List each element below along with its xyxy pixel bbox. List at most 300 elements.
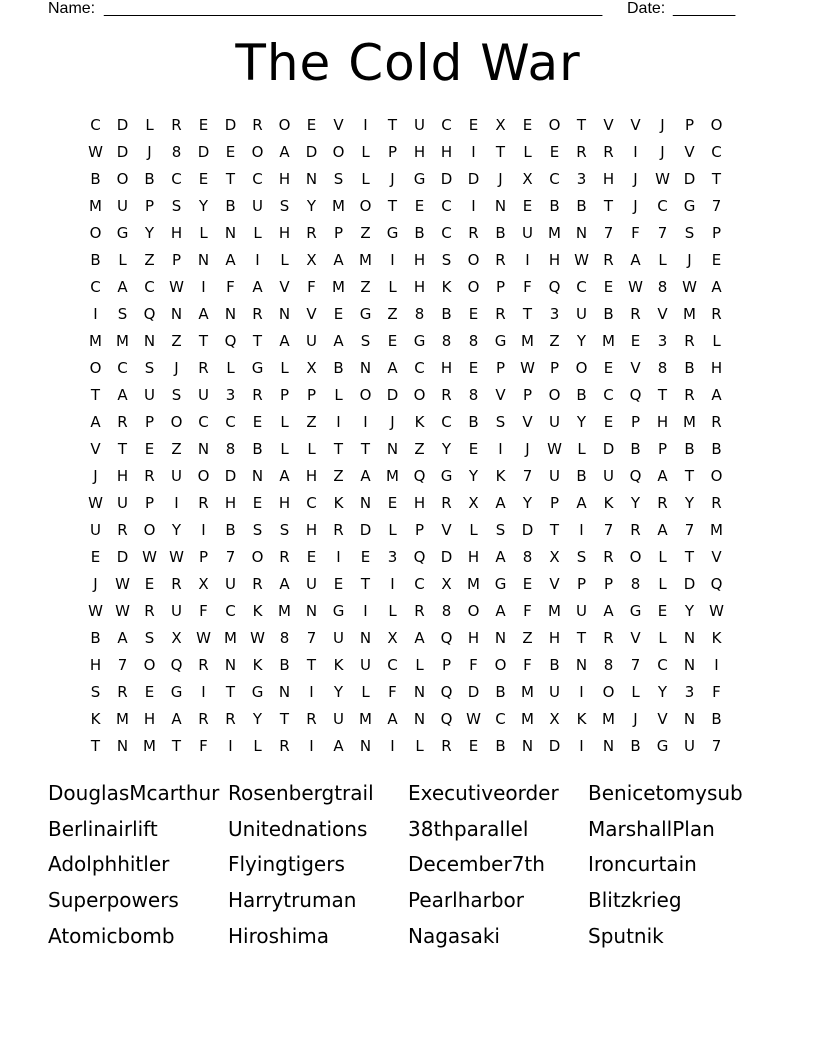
grid-letter: J	[525, 439, 530, 458]
grid-letter: A	[387, 709, 398, 728]
grid-letter: T	[252, 331, 263, 350]
grid-letter: 3	[225, 385, 236, 404]
grid-letter: R	[711, 412, 722, 431]
word-list-item: Superpowers	[48, 888, 179, 913]
grid-letter: V	[90, 439, 101, 458]
grid-letter: H	[413, 142, 426, 161]
grid-letter: I	[309, 682, 314, 701]
grid-letter: Y	[144, 223, 155, 242]
grid-letter: C	[198, 412, 209, 431]
grid-letter: T	[225, 682, 236, 701]
grid-letter: Q	[413, 466, 426, 485]
grid-letter: I	[363, 412, 368, 431]
grid-letter: F	[523, 277, 532, 296]
grid-letter: 7	[306, 628, 317, 647]
grid-letter: E	[333, 304, 344, 323]
grid-letter: 7	[630, 655, 641, 674]
grid-letter: M	[359, 709, 372, 728]
grid-letter: E	[387, 331, 398, 350]
grid-letter: W	[709, 601, 724, 620]
grid-letter: D	[521, 520, 534, 539]
grid-letter: G	[440, 466, 453, 485]
grid-letter: D	[359, 520, 372, 539]
grid-letter: I	[228, 736, 233, 755]
word-list-item: December7th	[408, 852, 545, 877]
grid-letter: U	[603, 466, 614, 485]
grid-letter: C	[657, 196, 668, 215]
grid-letter: H	[116, 466, 129, 485]
grid-letter: C	[117, 358, 128, 377]
grid-letter: W	[628, 277, 643, 296]
grid-letter: B	[252, 439, 263, 458]
grid-letter: T	[360, 574, 371, 593]
grid-letter: Z	[360, 223, 371, 242]
word-list-item: Unitednations	[228, 816, 368, 841]
grid-letter: G	[656, 736, 669, 755]
grid-letter: Z	[306, 412, 317, 431]
grid-letter: O	[602, 682, 615, 701]
grid-letter: Q	[710, 574, 723, 593]
grid-letter: G	[332, 601, 345, 620]
grid-letter: B	[225, 196, 236, 215]
grid-letter: M	[116, 331, 129, 350]
grid-letter: H	[548, 628, 561, 647]
grid-letter: U	[306, 574, 317, 593]
grid-letter: Z	[144, 250, 155, 269]
grid-letter: P	[495, 277, 506, 296]
grid-letter: 7	[657, 223, 668, 242]
grid-letter: L	[388, 277, 397, 296]
grid-letter: V	[279, 277, 290, 296]
date-blank-line: _______	[673, 0, 736, 17]
grid-letter: Y	[576, 412, 587, 431]
grid-letter: R	[630, 304, 641, 323]
grid-letter: A	[117, 628, 128, 647]
grid-letter: 8	[171, 142, 182, 161]
grid-letter: S	[90, 682, 101, 701]
grid-letter: I	[201, 520, 206, 539]
grid-letter: O	[467, 250, 480, 269]
grid-letter: Q	[440, 628, 453, 647]
grid-letter: X	[549, 547, 560, 566]
grid-letter: V	[711, 547, 722, 566]
grid-letter: C	[441, 115, 452, 134]
grid-letter: O	[197, 466, 210, 485]
grid-letter: C	[549, 169, 560, 188]
grid-letter: R	[603, 250, 614, 269]
grid-letter: H	[278, 223, 291, 242]
grid-letter: E	[387, 493, 398, 512]
grid-letter: U	[576, 601, 587, 620]
grid-letter: Z	[522, 628, 533, 647]
grid-letter: E	[333, 574, 344, 593]
grid-letter: E	[198, 169, 209, 188]
grid-letter: R	[117, 682, 128, 701]
grid-letter: C	[657, 655, 668, 674]
grid-letter: S	[117, 304, 128, 323]
grid-letter: P	[522, 385, 533, 404]
grid-letter: J	[93, 574, 98, 593]
grid-letter: 7	[711, 196, 722, 215]
grid-letter: T	[117, 439, 128, 458]
grid-letter: L	[388, 520, 397, 539]
grid-letter: U	[306, 331, 317, 350]
grid-letter: O	[116, 169, 129, 188]
grid-letter: F	[631, 223, 640, 242]
grid-letter: T	[387, 115, 398, 134]
grid-letter: E	[144, 682, 155, 701]
grid-letter: D	[467, 682, 480, 701]
grid-letter: B	[495, 736, 506, 755]
grid-letter: B	[576, 196, 587, 215]
grid-letter: M	[548, 601, 561, 620]
grid-letter: W	[169, 277, 184, 296]
grid-letter: Q	[143, 304, 156, 323]
grid-letter: A	[333, 331, 344, 350]
grid-letter: N	[683, 655, 696, 674]
grid-letter: R	[441, 493, 452, 512]
grid-letter: A	[495, 547, 506, 566]
grid-letter: I	[579, 520, 584, 539]
grid-letter: D	[548, 736, 561, 755]
grid-letter: Q	[170, 655, 183, 674]
grid-letter: N	[521, 736, 534, 755]
grid-letter: C	[144, 277, 155, 296]
grid-letter: M	[89, 331, 102, 350]
grid-letter: R	[630, 520, 641, 539]
grid-letter: M	[332, 196, 345, 215]
grid-letter: J	[687, 250, 692, 269]
grid-letter: Z	[360, 277, 371, 296]
word-list-item: Nagasaki	[408, 924, 500, 949]
grid-letter: L	[577, 439, 586, 458]
grid-letter: A	[603, 601, 614, 620]
grid-letter: Y	[468, 466, 479, 485]
grid-letter: E	[657, 601, 668, 620]
grid-letter: N	[305, 169, 318, 188]
grid-letter: R	[711, 304, 722, 323]
grid-letter: C	[603, 385, 614, 404]
grid-letter: I	[579, 736, 584, 755]
grid-letter: R	[117, 412, 128, 431]
grid-letter: R	[144, 601, 155, 620]
grid-letter: Y	[171, 520, 182, 539]
grid-letter: X	[171, 628, 182, 647]
grid-letter: G	[251, 682, 264, 701]
grid-letter: X	[441, 574, 452, 593]
grid-letter: N	[224, 655, 237, 674]
grid-letter: U	[684, 736, 695, 755]
grid-letter: N	[575, 655, 588, 674]
grid-letter: P	[306, 385, 317, 404]
grid-letter: S	[495, 520, 506, 539]
grid-letter: S	[252, 520, 263, 539]
grid-letter: D	[467, 169, 480, 188]
grid-letter: I	[471, 142, 476, 161]
grid-letter: I	[714, 655, 719, 674]
grid-letter: Y	[576, 331, 587, 350]
grid-letter: R	[171, 115, 182, 134]
grid-letter: E	[468, 358, 479, 377]
grid-letter: R	[171, 574, 182, 593]
grid-letter: W	[169, 547, 184, 566]
grid-letter: I	[363, 601, 368, 620]
grid-letter: J	[174, 358, 179, 377]
grid-letter: L	[361, 169, 370, 188]
grid-letter: Y	[684, 493, 695, 512]
grid-letter: R	[711, 493, 722, 512]
grid-letter: C	[414, 358, 425, 377]
grid-letter: L	[415, 655, 424, 674]
grid-letter: E	[468, 115, 479, 134]
grid-letter: 3	[387, 547, 398, 566]
grid-letter: K	[711, 628, 722, 647]
grid-letter: 3	[576, 169, 587, 188]
grid-letter: I	[201, 277, 206, 296]
grid-letter: V	[630, 358, 641, 377]
grid-letter: D	[305, 142, 318, 161]
grid-letter: Y	[522, 493, 533, 512]
grid-letter: 8	[468, 385, 479, 404]
grid-letter: U	[333, 709, 344, 728]
grid-letter: E	[252, 493, 263, 512]
grid-letter: 8	[414, 304, 425, 323]
grid-letter: W	[466, 709, 481, 728]
word-list-item: Adolphhitler	[48, 852, 170, 877]
grid-letter: R	[333, 520, 344, 539]
grid-letter: J	[633, 169, 638, 188]
grid-letter: Z	[387, 304, 398, 323]
grid-letter: P	[279, 385, 290, 404]
grid-letter: G	[386, 223, 399, 242]
grid-letter: P	[711, 223, 722, 242]
grid-letter: B	[603, 304, 614, 323]
worksheet-header	[48, 0, 748, 20]
grid-letter: K	[333, 493, 344, 512]
grid-letter: L	[658, 574, 667, 593]
grid-letter: A	[711, 277, 722, 296]
grid-letter: H	[224, 493, 237, 512]
grid-letter: E	[603, 412, 614, 431]
grid-letter: L	[361, 682, 370, 701]
grid-letter: R	[684, 385, 695, 404]
grid-letter: M	[224, 628, 237, 647]
grid-letter: A	[333, 250, 344, 269]
grid-letter: U	[549, 466, 560, 485]
grid-letter: W	[682, 277, 697, 296]
grid-letter: W	[88, 142, 103, 161]
date-label: Date:	[627, 0, 666, 17]
grid-letter: E	[468, 304, 479, 323]
word-list-item: Executiveorder	[408, 780, 559, 805]
word-list-item: Hiroshima	[228, 924, 330, 949]
grid-letter: R	[252, 304, 263, 323]
grid-letter: N	[305, 601, 318, 620]
grid-letter: M	[683, 412, 696, 431]
grid-letter: L	[199, 223, 208, 242]
grid-letter: Q	[224, 331, 237, 350]
grid-letter: Z	[171, 439, 182, 458]
grid-letter: J	[390, 169, 395, 188]
grid-letter: W	[88, 493, 103, 512]
grid-letter: J	[633, 196, 638, 215]
grid-letter: A	[414, 628, 425, 647]
grid-letter: E	[90, 547, 101, 566]
grid-letter: N	[224, 304, 237, 323]
grid-letter: F	[523, 655, 532, 674]
grid-letter: U	[171, 601, 182, 620]
grid-letter: D	[440, 547, 453, 566]
grid-letter: R	[252, 385, 263, 404]
grid-letter: L	[253, 223, 262, 242]
grid-letter: O	[359, 385, 372, 404]
grid-letter: K	[252, 601, 263, 620]
grid-letter: N	[683, 628, 696, 647]
grid-letter: T	[495, 142, 506, 161]
grid-letter: S	[441, 250, 452, 269]
grid-letter: W	[655, 169, 670, 188]
grid-letter: A	[225, 250, 236, 269]
grid-letter: M	[683, 304, 696, 323]
grid-letter: R	[414, 601, 425, 620]
grid-letter: S	[144, 628, 155, 647]
grid-letter: N	[143, 331, 156, 350]
grid-letter: Q	[440, 682, 453, 701]
grid-letter: D	[224, 466, 237, 485]
grid-letter: Z	[414, 439, 425, 458]
grid-letter: Y	[441, 439, 452, 458]
grid-letter: M	[521, 709, 534, 728]
grid-letter: W	[547, 439, 562, 458]
grid-letter: R	[441, 736, 452, 755]
grid-letter: K	[603, 493, 614, 512]
grid-letter: Y	[198, 196, 209, 215]
grid-letter: M	[143, 736, 156, 755]
grid-letter: L	[226, 358, 235, 377]
grid-letter: E	[522, 115, 533, 134]
grid-letter: H	[89, 655, 102, 674]
grid-letter: A	[576, 493, 587, 512]
grid-letter: T	[603, 196, 614, 215]
grid-letter: O	[494, 655, 507, 674]
grid-letter: V	[441, 520, 452, 539]
grid-letter: Y	[333, 682, 344, 701]
grid-letter: X	[495, 115, 506, 134]
grid-letter: I	[579, 682, 584, 701]
grid-letter: W	[115, 601, 130, 620]
grid-letter: L	[118, 250, 127, 269]
grid-letter: W	[142, 547, 157, 566]
grid-letter: I	[525, 250, 530, 269]
grid-letter: 7	[711, 736, 722, 755]
grid-letter: U	[90, 520, 101, 539]
grid-letter: L	[253, 736, 262, 755]
grid-letter: 8	[657, 277, 668, 296]
word-list-item: Blitzkrieg	[588, 888, 682, 913]
grid-letter: I	[174, 493, 179, 512]
grid-letter: O	[413, 385, 426, 404]
grid-letter: L	[145, 115, 154, 134]
grid-letter: P	[414, 520, 425, 539]
grid-letter: F	[199, 736, 208, 755]
grid-letter: I	[336, 412, 341, 431]
grid-letter: 7	[225, 547, 236, 566]
grid-letter: H	[467, 547, 480, 566]
grid-letter: C	[225, 412, 236, 431]
grid-letter: 8	[630, 574, 641, 593]
grid-letter: N	[170, 304, 183, 323]
grid-letter: L	[631, 682, 640, 701]
grid-letter: E	[603, 277, 614, 296]
grid-letter: W	[520, 358, 535, 377]
grid-letter: B	[684, 358, 695, 377]
grid-letter: J	[93, 466, 98, 485]
grid-letter: O	[89, 223, 102, 242]
grid-letter: H	[413, 277, 426, 296]
grid-letter: O	[629, 547, 642, 566]
grid-letter: A	[279, 331, 290, 350]
word-list-item: Berlinairlift	[48, 816, 158, 841]
grid-letter: E	[225, 142, 236, 161]
grid-letter: Z	[549, 331, 560, 350]
grid-letter: N	[683, 709, 696, 728]
grid-letter: L	[307, 439, 316, 458]
grid-letter: E	[144, 574, 155, 593]
grid-letter: U	[414, 115, 425, 134]
grid-letter: X	[306, 358, 317, 377]
grid-letter: G	[629, 601, 642, 620]
grid-letter: H	[548, 250, 561, 269]
grid-letter: H	[602, 169, 615, 188]
grid-letter: P	[144, 493, 155, 512]
grid-letter: D	[683, 574, 696, 593]
grid-letter: E	[522, 574, 533, 593]
word-list-item: 38thparallel	[408, 816, 529, 841]
grid-letter: M	[89, 196, 102, 215]
grid-letter: S	[171, 385, 182, 404]
grid-letter: V	[522, 412, 533, 431]
grid-letter: M	[710, 520, 723, 539]
grid-letter: I	[201, 682, 206, 701]
grid-letter: F	[226, 277, 235, 296]
grid-letter: B	[549, 655, 560, 674]
grid-letter: B	[144, 169, 155, 188]
grid-letter: Y	[252, 709, 263, 728]
grid-letter: E	[549, 142, 560, 161]
grid-letter: T	[360, 439, 371, 458]
grid-letter: H	[305, 520, 318, 539]
grid-letter: B	[90, 169, 101, 188]
grid-letter: G	[494, 574, 507, 593]
word-list-item: Ironcurtain	[588, 852, 697, 877]
grid-letter: H	[440, 142, 453, 161]
grid-letter: N	[359, 358, 372, 377]
grid-letter: A	[657, 466, 668, 485]
grid-letter: C	[441, 196, 452, 215]
grid-letter: F	[388, 682, 397, 701]
grid-letter: T	[90, 385, 101, 404]
grid-letter: A	[657, 520, 668, 539]
grid-letter: Z	[333, 466, 344, 485]
grid-letter: T	[657, 385, 668, 404]
grid-letter: C	[387, 655, 398, 674]
grid-letter: C	[414, 574, 425, 593]
grid-letter: V	[630, 628, 641, 647]
grid-letter: T	[198, 331, 209, 350]
grid-letter: I	[390, 250, 395, 269]
grid-letter: R	[603, 142, 614, 161]
grid-letter: N	[278, 304, 291, 323]
